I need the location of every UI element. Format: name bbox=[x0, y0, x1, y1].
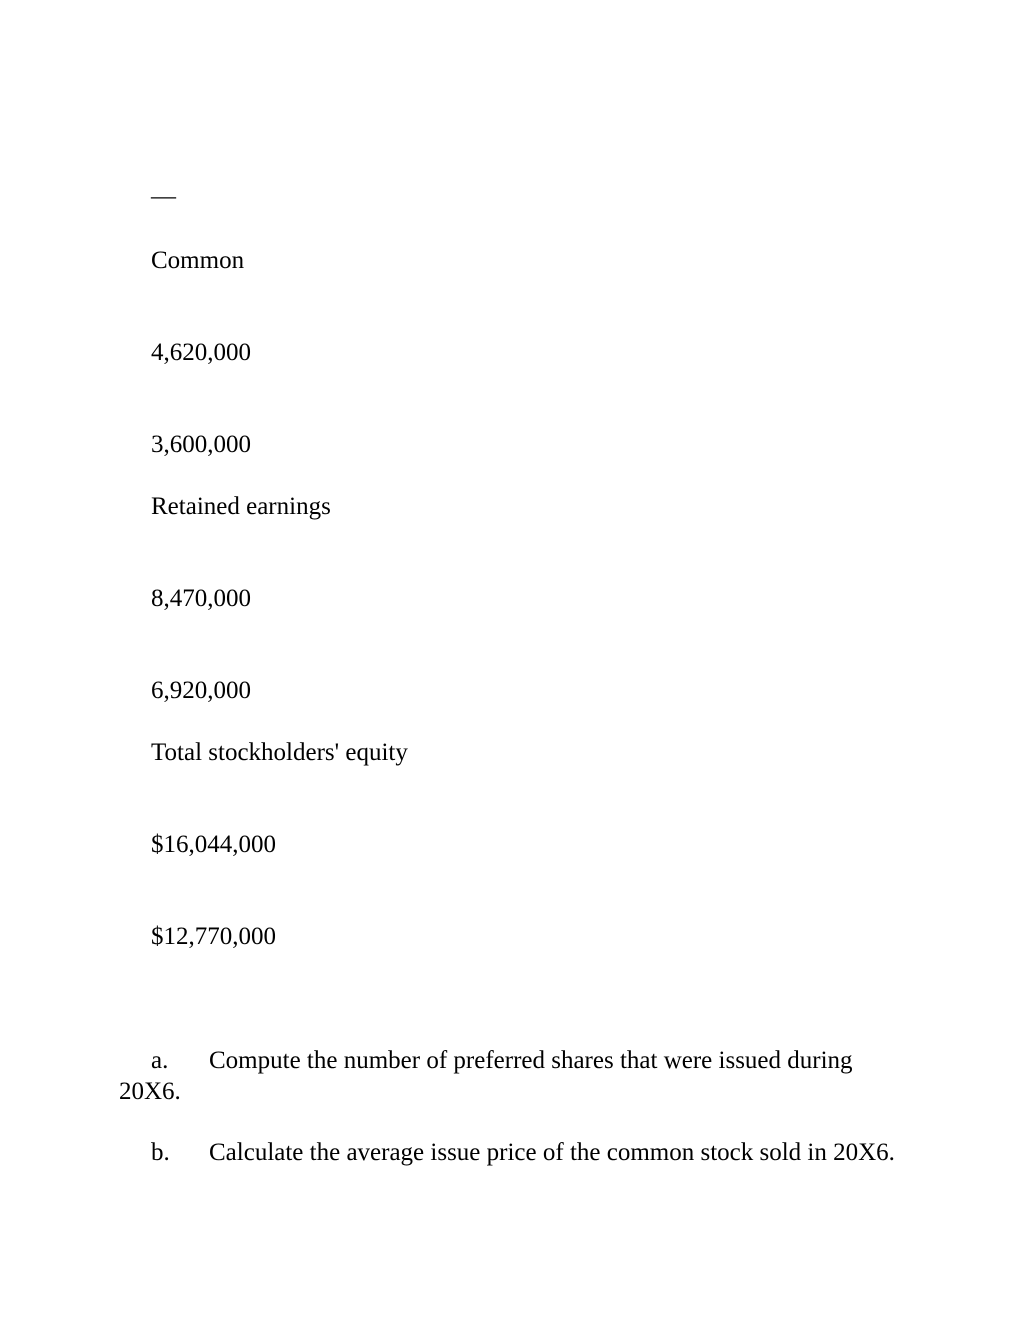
question-a bbox=[119, 1045, 919, 1107]
row-label-common: Common bbox=[151, 247, 245, 274]
retained-earnings-prior-value: 6,920,000 bbox=[151, 677, 251, 704]
row-label-retained-earnings: Retained earnings bbox=[151, 493, 331, 520]
question-b bbox=[119, 1137, 919, 1168]
common-prior-value: 3,600,000 bbox=[151, 431, 251, 458]
question-a-label: a. bbox=[151, 1047, 169, 1074]
question-b-label: b. bbox=[151, 1139, 170, 1166]
row-label-total-equity: Total stockholders' equity bbox=[151, 739, 408, 766]
dash-mark: — bbox=[151, 183, 176, 210]
retained-earnings-current-value: 8,470,000 bbox=[151, 585, 251, 612]
total-equity-prior-value: $12,770,000 bbox=[151, 923, 276, 950]
common-current-value: 4,620,000 bbox=[151, 339, 251, 366]
total-equity-current-value: $16,044,000 bbox=[151, 831, 276, 858]
question-a-text: Compute the number of preferred shares that were issued during 20X6. bbox=[119, 1047, 853, 1105]
question-b-text: Calculate the average issue price of the common stock sold in 20X6. bbox=[209, 1139, 895, 1166]
